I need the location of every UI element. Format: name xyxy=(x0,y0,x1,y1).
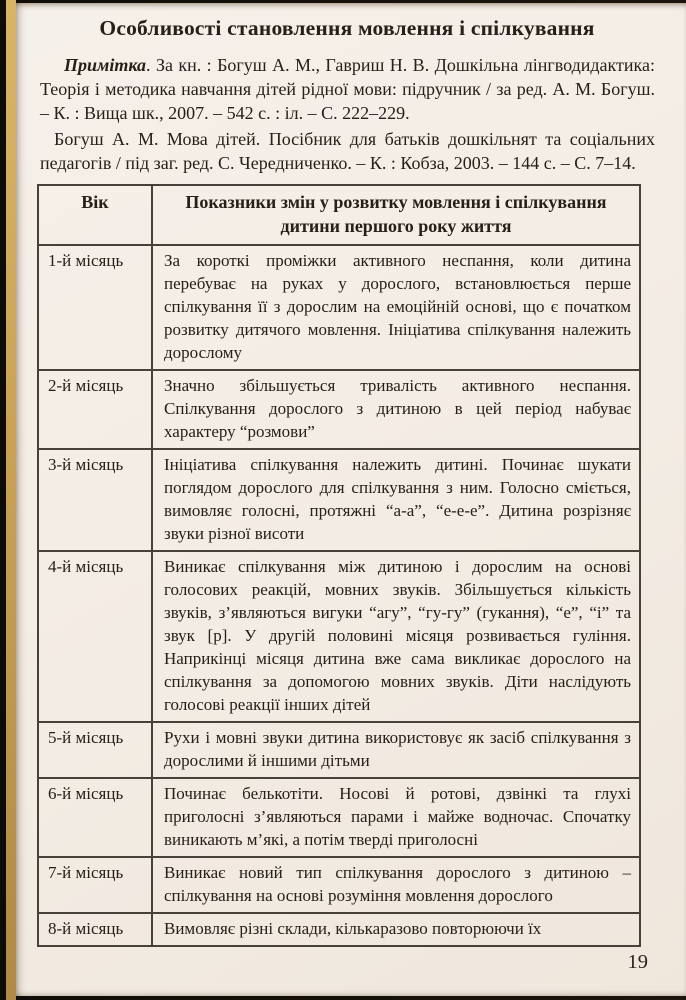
table-row-month-8 xyxy=(38,913,640,946)
indicator-cell: Рухи і мовні звуки дитина використовує як засіб спілкування з дорослими й іншими дітьми xyxy=(152,722,640,778)
age-cell: 3-й місяць xyxy=(38,449,152,551)
book-spine-edge xyxy=(6,0,16,1000)
page-title: Особливості становлення мовлення і спілкування xyxy=(99,16,595,40)
age-cell: 5-й місяць xyxy=(38,722,152,778)
indicator-cell: За короткі проміжки активного неспання, коли дитина перебуває на руках у дорослого, встановлюється перше спілкування її з дорослим на емоційній основі, що є початком розвитку дитячого мовлення. Ініціатива спілкування належить дорослому xyxy=(152,245,640,370)
table-row-month-3 xyxy=(38,449,640,551)
bibliography-note-1 xyxy=(40,53,655,126)
indicator-cell: Починає белькотіти. Носові й ротові, дзвінкі та глухі приголосні з’являються парами і майже водночас. Спочатку виникають м’які, а потім тверді приголосні xyxy=(152,778,640,857)
column-header-age: Вік xyxy=(38,185,152,245)
table-body xyxy=(38,245,640,946)
table-row-month-2 xyxy=(38,370,640,449)
table-row-month-4 xyxy=(38,551,640,722)
age-cell: 1-й місяць xyxy=(38,245,152,370)
note-lead: Примітка xyxy=(64,55,147,75)
book-page xyxy=(16,3,686,996)
indicator-cell: Виникає спілкування між дитиною і дорослим на основі голосових реакцій, мовних звуків. Збільшується кількість звуків, з’являються вигуки “агу”, “гу-гу” (гукання), “е”, “і” та звук [р]. У другій половині місяця розвивається гуління. Наприкінці місяця дитина вже сама викликає дорослого на спілкування за допомогою мовних звуків. Діти наслідують голосові реакції інших дітей xyxy=(152,551,640,722)
table-row-month-5 xyxy=(38,722,640,778)
age-cell: 2-й місяць xyxy=(38,370,152,449)
age-cell: 8-й місяць xyxy=(38,913,152,946)
age-cell: 7-й місяць xyxy=(38,857,152,913)
column-header-indicators: Показники змін у розвитку мовлення і спілкування дитини першого року життя xyxy=(152,185,640,245)
table-row-month-1 xyxy=(38,245,640,370)
bibliography-note-2: Богуш А. М. Мова дітей. Посібник для батьків дошкільнят та соціальних педагогів / під заг. ред. С. Чередниченко. – К. : Кобза, 2003. – 144 с. – С. 7–14. xyxy=(40,128,655,173)
table-row-month-6 xyxy=(38,778,640,857)
age-cell: 6-й місяць xyxy=(38,778,152,857)
indicator-cell: Ініціатива спілкування належить дитині. Починає шукати поглядом дорослого для спілкування з ним. Голосно сміється, вимовляє голосні, протяжні “а-а”, “е-е-е”. Дитина розрізняє звуки різної висоти xyxy=(152,449,640,551)
age-cell: 4-й місяць xyxy=(38,551,152,722)
page-number: 19 xyxy=(627,951,648,973)
indicator-cell: Значно збільшується тривалість активного неспання. Спілкування дорослого з дитиною в цей період набуває характеру “розмови” xyxy=(152,370,640,449)
table-header xyxy=(38,185,640,245)
header-row xyxy=(38,185,640,245)
table-row-month-7 xyxy=(38,857,640,913)
note-ref1-text: . За кн. : Богуш А. М., Гавриш Н. В. Дошкільна лінгводидактика: Теорія і методика навчання дітей рідної мови: підручник / за ред. А. М. Богуш. – К. : Вища шк., 2007. – 542 с. : іл. – С. 222–229. xyxy=(40,55,655,124)
indicator-cell: Вимовляє різні склади, кількаразово повторюючи їх xyxy=(152,913,640,946)
indicator-cell: Виникає новий тип спілкування дорослого з дитиною – спілкування на основі розуміння мовлення дорослого xyxy=(152,857,640,913)
speech-development-table xyxy=(37,184,641,947)
